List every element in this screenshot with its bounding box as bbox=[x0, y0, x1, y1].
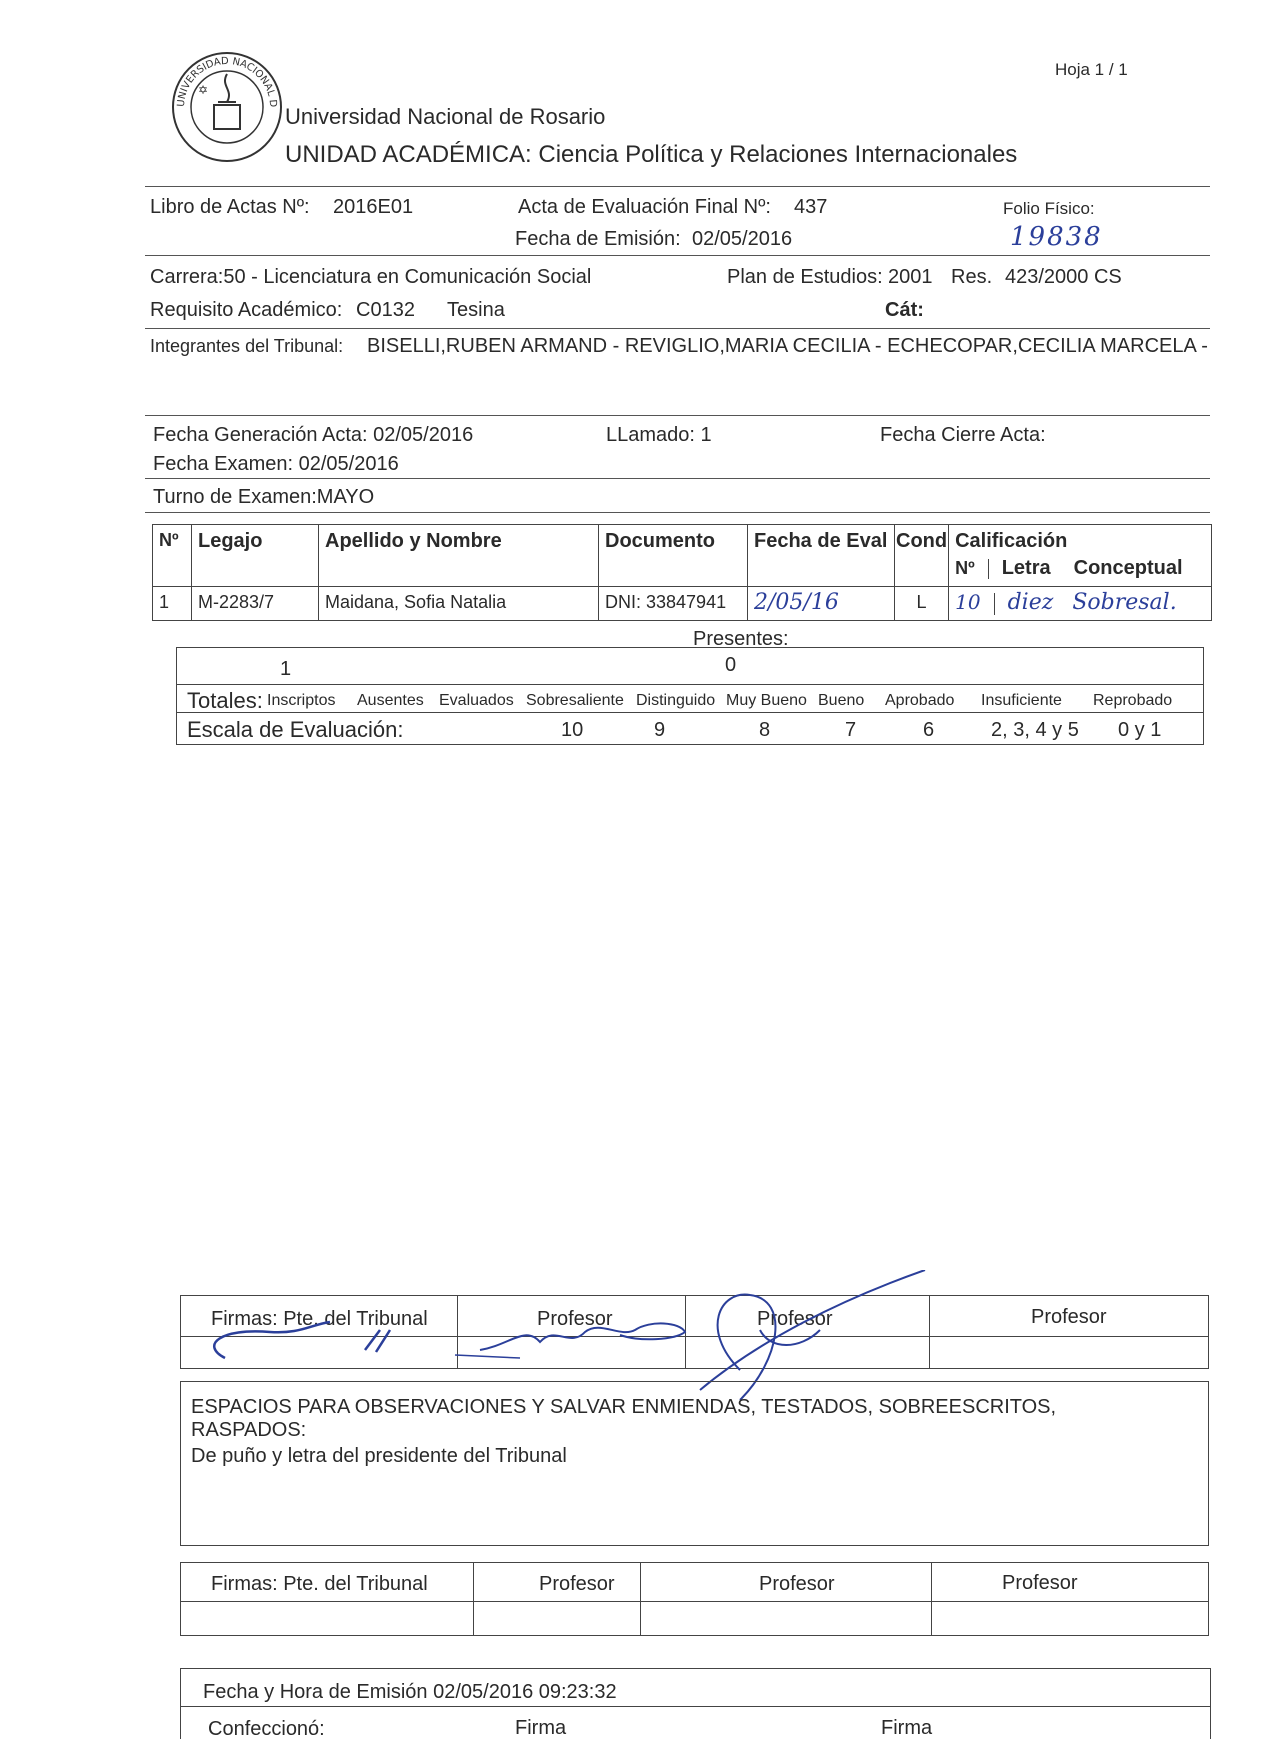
escala-distinguido: 9 bbox=[654, 719, 666, 741]
col-insuficiente: Insuficiente bbox=[981, 692, 1062, 709]
col-distinguido: Distinguido bbox=[636, 692, 716, 709]
firmas-box-2 bbox=[180, 1562, 1209, 1636]
row-cond: L bbox=[895, 587, 949, 621]
requisito-code: C0132 bbox=[356, 299, 415, 321]
escala-reprobado: 0 y 1 bbox=[1118, 719, 1162, 741]
firma2-pte-label: Firmas: Pte. del Tribunal bbox=[211, 1573, 428, 1595]
cal-n-label: Nº bbox=[955, 558, 975, 578]
divider bbox=[145, 186, 1210, 187]
emision-label: Fecha de Emisión: bbox=[515, 228, 681, 250]
observaciones-box bbox=[180, 1381, 1209, 1546]
col-fecha: Fecha de Eval bbox=[748, 525, 895, 587]
ausentes-value: 0 bbox=[725, 654, 737, 676]
folio-label: Folio Físico: bbox=[1003, 199, 1095, 218]
firma2-profesor-3-label: Profesor bbox=[1002, 1572, 1078, 1594]
page-number: Hoja 1 / 1 bbox=[1055, 60, 1128, 79]
col-evaluados: Evaluados bbox=[439, 692, 514, 709]
university-seal bbox=[170, 50, 285, 165]
calificacion-label: Calificación bbox=[955, 530, 1068, 552]
firma-pte-label: Firmas: Pte. del Tribunal bbox=[211, 1308, 428, 1330]
col-reprobado: Reprobado bbox=[1093, 692, 1173, 709]
libro-label: Libro de Actas Nº: bbox=[150, 196, 310, 218]
emision-value: 02/05/2016 bbox=[692, 228, 793, 250]
escala-sobresaliente: 10 bbox=[561, 719, 584, 741]
col-bueno: Bueno bbox=[818, 692, 865, 709]
observaciones-title: ESPACIOS PARA OBSERVACIONES Y SALVAR ENMIENDAS, TESTADOS, SOBREESCRITOS, RASPADOS: bbox=[191, 1396, 1057, 1441]
tribunal-label: Integrantes del Tribunal: bbox=[150, 336, 344, 356]
svg-text:UNIVERSIDAD NACIONAL DE ROSARI: UNIVERSIDAD NACIONAL D bbox=[175, 55, 279, 108]
col-sobresaliente: Sobresaliente bbox=[526, 692, 624, 709]
university-name: Universidad Nacional de Rosario bbox=[285, 104, 606, 129]
plan-value: 2001 bbox=[888, 266, 933, 288]
requisito-label: Requisito Académico: bbox=[150, 299, 343, 321]
col-n: Nº bbox=[153, 525, 192, 587]
row-documento: DNI: 33847941 bbox=[599, 587, 748, 621]
firma-profesor-1-label: Profesor bbox=[537, 1308, 613, 1330]
tribunal-members: BISELLI,RUBEN ARMAND - REVIGLIO,MARIA CECILIA - ECHECOPAR,CECILIA MARCELA - bbox=[367, 335, 1208, 357]
cat-label: Cát: bbox=[885, 299, 924, 321]
turno-examen: Turno de Examen:MAYO bbox=[153, 486, 375, 508]
footer-box bbox=[180, 1668, 1211, 1739]
presentes-label: Presentes: bbox=[693, 628, 789, 650]
row-n: 1 bbox=[153, 587, 192, 621]
firma-label-2: Firma bbox=[881, 1717, 933, 1739]
divider bbox=[145, 255, 1210, 256]
row-cal-n: 10 bbox=[955, 590, 981, 614]
escala-label: Escala de Evaluación: bbox=[187, 717, 404, 742]
totales-label: Totales: bbox=[187, 688, 263, 713]
requisito-name: Tesina bbox=[447, 299, 505, 321]
escala-insuficiente: 2, 3, 4 y 5 bbox=[991, 719, 1079, 741]
academic-unit: UNIDAD ACADÉMICA: Ciencia Política y Relaciones Internacionales bbox=[285, 141, 1018, 168]
confecciono-label: Confeccionó: bbox=[208, 1718, 325, 1740]
divider bbox=[145, 328, 1210, 329]
cal-conceptual-label: Conceptual bbox=[1073, 557, 1183, 579]
observaciones-subtitle: De puño y letra del presidente del Tribunal bbox=[191, 1445, 567, 1467]
escala-bueno: 7 bbox=[845, 719, 857, 741]
svg-text:✡: ✡ bbox=[198, 83, 209, 97]
col-muy-bueno: Muy Bueno bbox=[726, 692, 807, 709]
table-header-row bbox=[153, 525, 1212, 587]
fecha-generacion: Fecha Generación Acta: 02/05/2016 bbox=[153, 424, 474, 446]
folio-handwritten: 19838 bbox=[1010, 222, 1103, 252]
plan-label: Plan de Estudios: bbox=[727, 266, 883, 288]
col-ausentes: Ausentes bbox=[357, 692, 424, 709]
divider bbox=[145, 478, 1210, 479]
firma2-profesor-1-label: Profesor bbox=[539, 1573, 615, 1595]
fecha-examen: Fecha Examen: 02/05/2016 bbox=[153, 453, 399, 475]
res-value: 423/2000 CS bbox=[1005, 266, 1122, 288]
col-documento: Documento bbox=[599, 525, 748, 587]
divider bbox=[145, 512, 1210, 513]
acta-number: 437 bbox=[794, 196, 828, 218]
row-cal-letra: diez bbox=[1007, 590, 1054, 615]
row-legajo: M-2283/7 bbox=[192, 587, 319, 621]
divider bbox=[145, 415, 1210, 416]
escala-aprobado: 6 bbox=[923, 719, 935, 741]
row-cal-conceptual: Sobresal. bbox=[1072, 590, 1177, 615]
escala-muy-bueno: 8 bbox=[759, 719, 771, 741]
firma-profesor-3-label: Profesor bbox=[1031, 1306, 1107, 1328]
totales-box bbox=[176, 647, 1204, 745]
res-label: Res. bbox=[951, 266, 993, 288]
students-table bbox=[152, 524, 1212, 621]
col-cond: Cond bbox=[895, 525, 949, 587]
col-legajo: Legajo bbox=[192, 525, 319, 587]
fecha-hora-emision: Fecha y Hora de Emisión 02/05/2016 09:23:32 bbox=[203, 1681, 617, 1703]
firma2-profesor-2-label: Profesor bbox=[759, 1573, 835, 1595]
row-calificacion bbox=[949, 587, 1212, 621]
row-nombre: Maidana, Sofia Natalia bbox=[319, 587, 599, 621]
firma-label-1: Firma bbox=[515, 1717, 567, 1739]
row-fecha-handwritten: 2/05/16 bbox=[748, 587, 895, 621]
col-calificacion bbox=[949, 525, 1212, 587]
llamado: LLamado: 1 bbox=[606, 424, 712, 446]
fecha-cierre: Fecha Cierre Acta: bbox=[880, 424, 1046, 446]
col-inscriptos: Inscriptos bbox=[267, 692, 336, 709]
firma-profesor-2-label: Profesor bbox=[757, 1308, 833, 1330]
table-row bbox=[153, 587, 1212, 621]
libro-value: 2016E01 bbox=[333, 196, 414, 218]
acta-label: Acta de Evaluación Final Nº: bbox=[518, 196, 771, 218]
cal-letra-label: Letra bbox=[1001, 557, 1051, 579]
col-nombre: Apellido y Nombre bbox=[319, 525, 599, 587]
inscriptos-value: 1 bbox=[280, 658, 292, 680]
col-aprobado: Aprobado bbox=[885, 692, 955, 709]
carrera: Carrera:50 - Licenciatura en Comunicación Social bbox=[150, 266, 592, 288]
